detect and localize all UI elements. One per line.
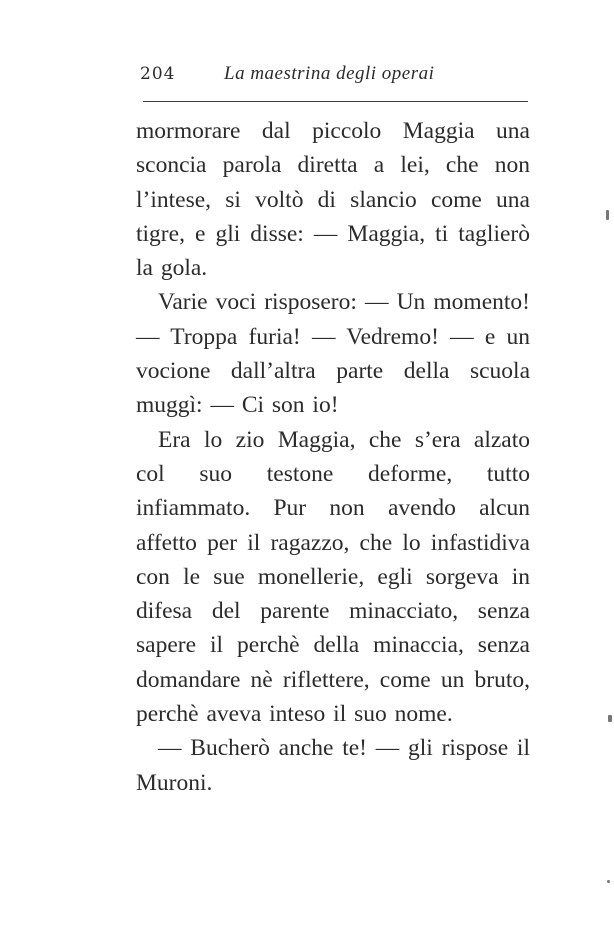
paper-speck (608, 715, 612, 722)
paragraph-1: mormorare dal piccolo Maggia una sconcia parola diretta a lei, che non l’intese, si voltò di slancio come una tigre, e gli disse: — Maggia, ti taglierò la gola. (136, 118, 530, 282)
paragraph-4: — Bucherò anche te! — gli rispose il Muroni. (136, 735, 530, 796)
header-rule (143, 101, 528, 102)
paper-speck (607, 880, 610, 883)
paragraph-2: Varie voci risposero: — Un momento! — Troppa furia! — Vedremo! — e un vocione dall’altra parte della scuola muggì: — Ci son io! (136, 289, 530, 419)
running-head (140, 58, 530, 92)
page-number: 204 (140, 64, 176, 84)
paper-speck (606, 210, 609, 220)
paragraph-3: Era lo zio Maggia, che s’era alzato col suo testone deforme, tutto infiammato. Pur non avendo alcun affetto per il ragazzo, che lo infastidiva con le sue monellerie, egli sorgeva in difesa del parente minacciato, senza sapere il perchè della minaccia, senza domandare nè riflettere, come un bruto, perchè aveva inteso il suo nome. (136, 426, 530, 728)
body-text (136, 114, 530, 800)
running-title: La maestrina degli operai (224, 63, 435, 84)
